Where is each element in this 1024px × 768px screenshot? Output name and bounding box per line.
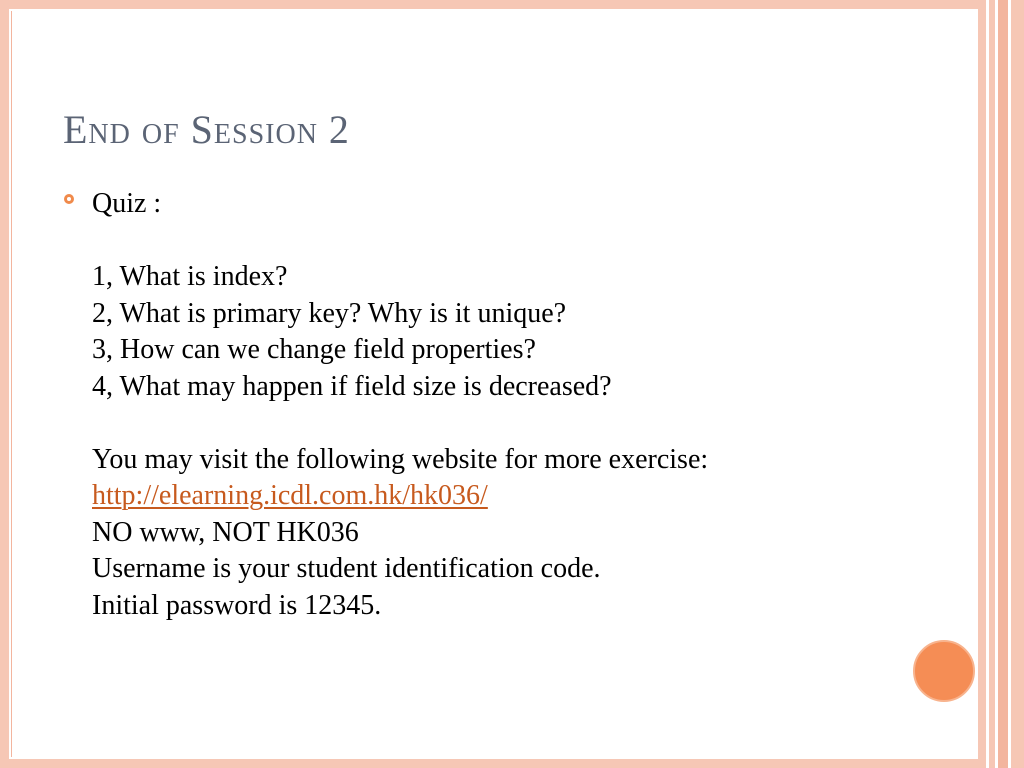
slide-title: End of Session 2 (63, 107, 350, 152)
orange-circle-decoration-icon (913, 640, 975, 702)
right-stripe-1 (978, 0, 986, 768)
visit-text: You may visit the following website for more exercise: (92, 443, 709, 475)
bullet-circle-icon (64, 194, 74, 204)
frame-inner-line (11, 11, 12, 757)
note-2: Username is your student identification code. (92, 553, 601, 584)
note-1: NO www, NOT HK036 (92, 516, 359, 548)
question-3: 3, How can we change field properties? (92, 334, 536, 365)
question-4: 4, What may happen if field size is decreased? (92, 370, 612, 402)
right-stripe-4 (1011, 0, 1024, 768)
question-1: 1, What is index? (92, 261, 288, 292)
frame-left-border (0, 0, 9, 768)
exercise-link[interactable]: http://elearning.icdl.com.hk/hk036/ (92, 480, 488, 511)
note-3: Initial password is 12345. (92, 589, 382, 621)
frame-top-border (0, 0, 980, 9)
quiz-heading: Quiz : (92, 188, 162, 219)
slide-body (92, 186, 952, 624)
question-2: 2, What is primary key? Why is it unique? (92, 297, 567, 329)
right-stripe-3 (998, 0, 1008, 768)
right-stripe-2 (989, 0, 995, 768)
blank-line (92, 223, 952, 260)
frame-bottom-border (0, 759, 980, 768)
blank-line (92, 405, 952, 442)
